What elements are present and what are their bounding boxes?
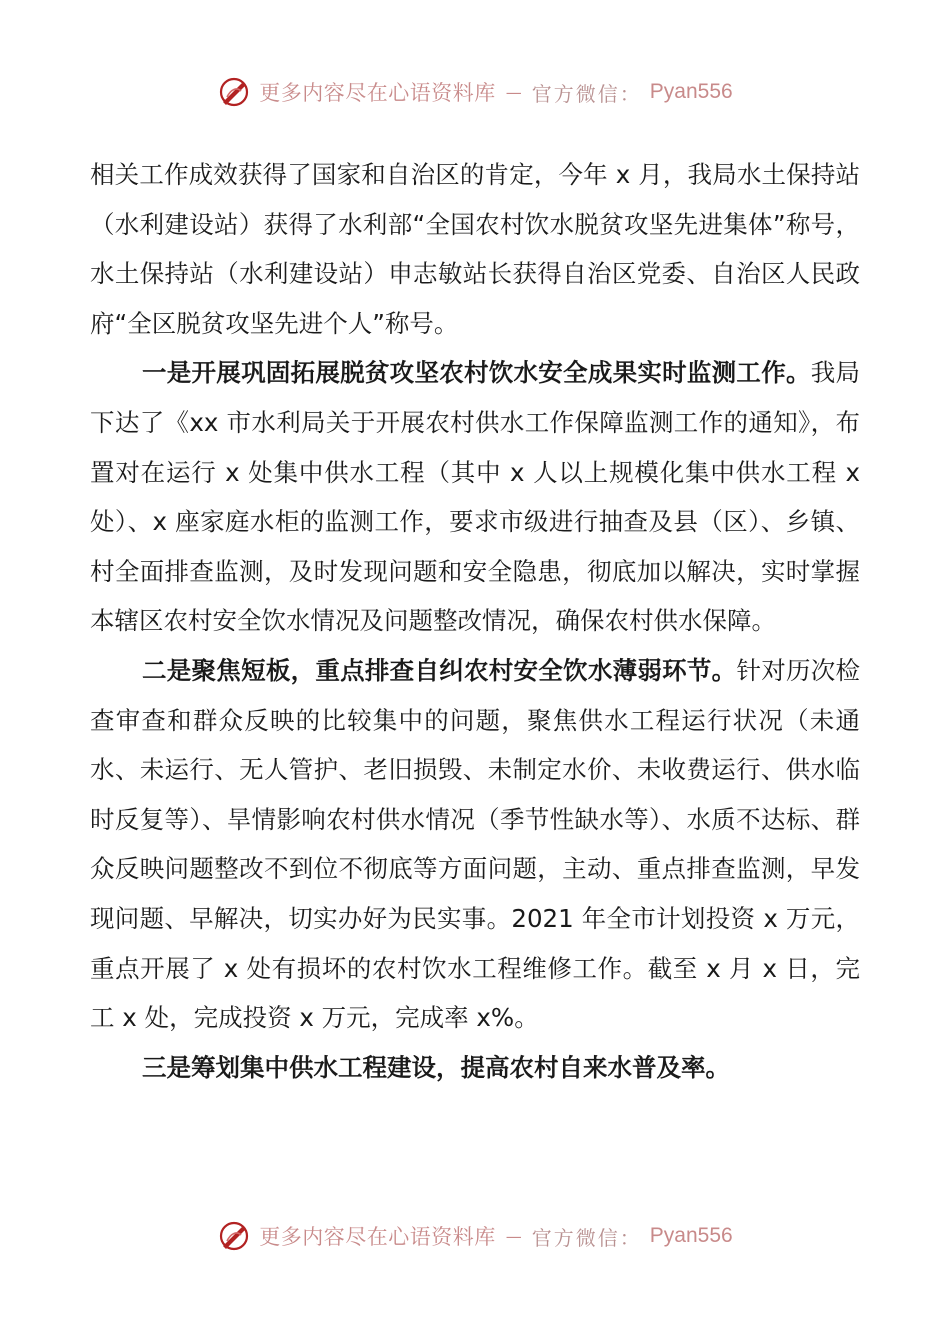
paragraph-2-heading: 一是开展巩固拓展脱贫攻坚农村饮水安全成果实时监测工作。 [142, 358, 811, 388]
paragraph-4-heading: 三是筹划集中供水工程建设，提高农村自来水普及率。 [142, 1052, 730, 1082]
watermark-wechat-label: 官方微信： [531, 1225, 642, 1250]
watermark-site-text: 更多内容尽在心语资料库 [259, 1225, 496, 1249]
watermark-separator: — [505, 1226, 522, 1246]
header-watermark [0, 72, 950, 112]
watermark-separator: — [505, 82, 522, 102]
watermark-wechat-id: Pyan556 [649, 1224, 733, 1247]
paragraph-1-text: 相关工作成效获得了国家和自治区的肯定，今年 x 月，我局水土保持站（水利建设站）获得了水利部“全国农村饮水脱贫攻坚先进集体”称号，水土保持站（水利建设站）申志敏站长获得自治区党委、自治区人民政府“全区脱贫攻坚先进个人”称号。 [90, 160, 860, 338]
paragraph-3-heading: 二是聚焦短板，重点排查自纠农村安全饮水薄弱环节。 [142, 655, 737, 685]
watermark-site-text: 更多内容尽在心语资料库 [259, 81, 496, 105]
watermark-wechat-label: 官方微信： [531, 81, 642, 106]
document-body [90, 150, 860, 1092]
paragraph-2-text: 我局下达了《xx 市水利局关于开展农村供水工作保障监测工作的通知》，布置对在运行 x 处集中供水工程（其中 x 人以上规模化集中供水工程 x 处）、x 座家庭水柜的监测工作，要求市级进行抽查及县（区）、乡镇、村全面排查监测，及时发现问题和安全隐患，彻底加以解决，实时掌握本辖区农村安全饮水情况及问题整改情况，确保农村供水保障。 [90, 358, 861, 636]
watermark-wechat-id: Pyan556 [649, 80, 733, 103]
paragraph-4 [90, 1043, 860, 1093]
pen-logo-icon [217, 1219, 251, 1253]
pen-logo-icon [217, 75, 251, 109]
paragraph-1 [90, 150, 860, 348]
footer-watermark [0, 1216, 950, 1256]
paragraph-2 [90, 348, 860, 646]
paragraph-3-text: 针对历次检查审查和群众反映的比较集中的问题，聚焦供水工程运行状况（未通水、未运行、无人管护、老旧损毁、未制定水价、未收费运行、供水临时反复等）、旱情影响农村供水情况（季节性缺水等）、水质不达标、群众反映问题整改不到位不彻底等方面问题，主动、重点排查监测，早发现问题、早解决，切实办好为民实事。2021 年全市计划投资 x 万元，重点开展了 x 处有损坏的农村饮水工程维修工作。截至 x 月 x 日，完工 x 处，完成投资 x 万元，完成率 x%。 [90, 655, 861, 1033]
paragraph-3 [90, 646, 860, 1043]
